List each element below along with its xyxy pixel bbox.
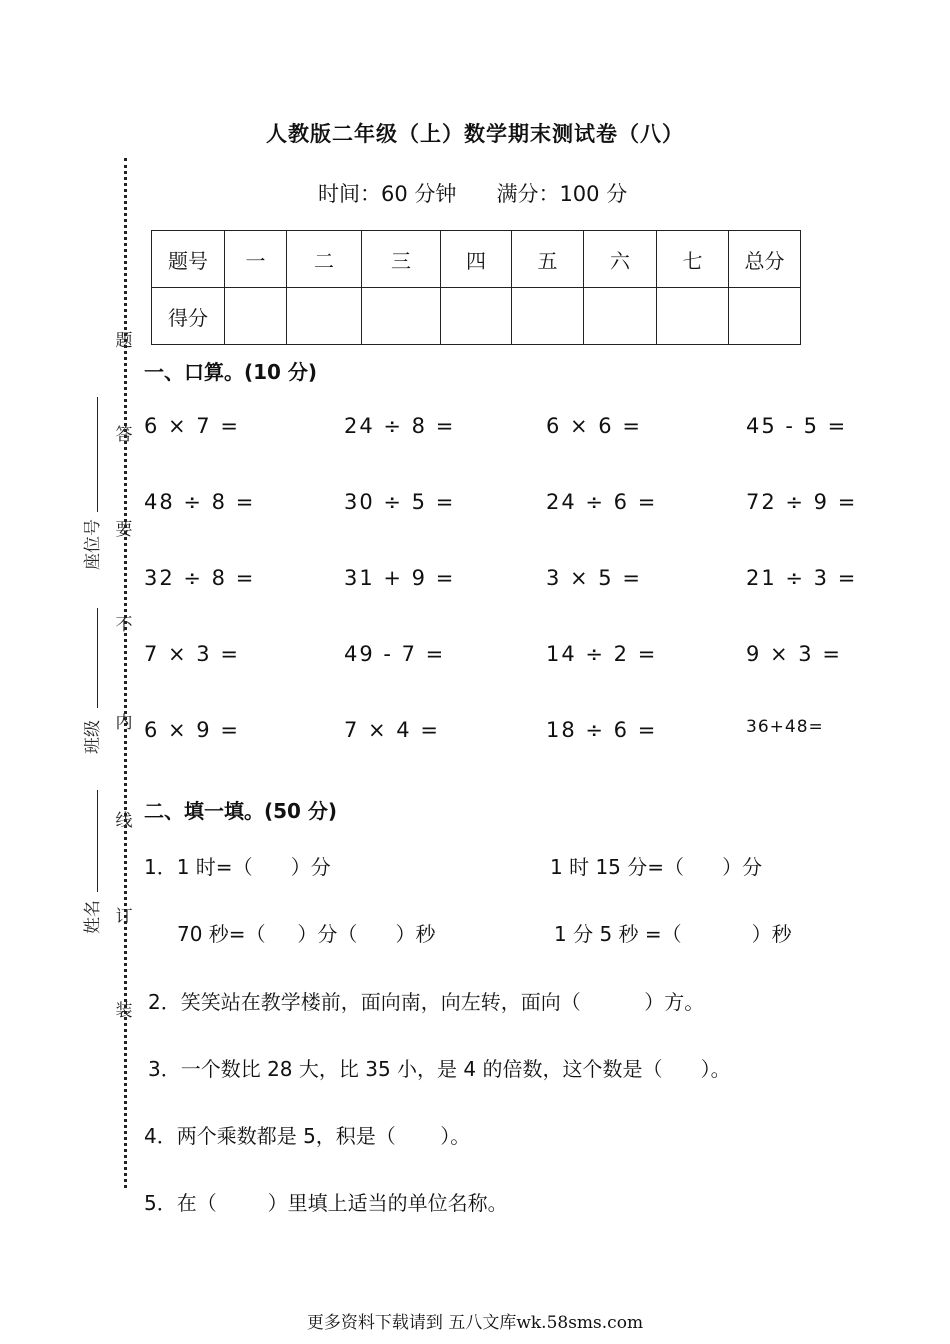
table-cell: 六 (584, 231, 657, 288)
margin-char: 订 (115, 907, 133, 927)
footer-watermark: 更多资料下载请到 五八文库wk.58sms.com (306, 1313, 644, 1333)
table-cell: 得分 (152, 288, 225, 345)
class-field[interactable] (97, 608, 98, 708)
margin-char: 答 (115, 425, 133, 445)
math-question: 45 - 5 = (746, 414, 848, 438)
score-cell[interactable] (584, 288, 657, 345)
math-question: 36+48= (746, 717, 824, 737)
seat-number-field[interactable] (97, 397, 98, 512)
math-question: 9 × 3 = (746, 642, 842, 666)
fill-question: 3．一个数比 28 大，比 35 小，是 4 的倍数，这个数是（ ）。 (148, 1057, 731, 1081)
math-question: 6 × 9 = (144, 718, 240, 742)
math-question: 7 × 4 = (344, 718, 440, 742)
math-question: 30 ÷ 5 = (344, 490, 456, 514)
score-cell[interactable] (225, 288, 287, 345)
score-cell[interactable] (512, 288, 584, 345)
math-question: 24 ÷ 6 = (546, 490, 658, 514)
fill-question: 1．1 时=（ ）分 (144, 855, 331, 879)
name-label: 姓名 (83, 900, 103, 934)
table-row (152, 288, 801, 345)
table-cell: 七 (657, 231, 729, 288)
page-title: 人教版二年级（上）数学期末测试卷（八） (266, 122, 684, 146)
math-question: 21 ÷ 3 = (746, 566, 858, 590)
binding-dotted-line (124, 158, 127, 1188)
margin-char: 线 (115, 811, 133, 831)
fill-question: 1 时 15 分=（ ）分 (550, 855, 763, 879)
table-cell: 四 (441, 231, 512, 288)
score-cell[interactable] (729, 288, 801, 345)
math-question: 31 + 9 = (344, 566, 456, 590)
math-question: 49 - 7 = (344, 642, 446, 666)
fill-question: 70 秒=（ ）分（ ）秒 (177, 922, 436, 946)
table-cell: 一 (225, 231, 287, 288)
name-field[interactable] (97, 790, 98, 892)
math-question: 14 ÷ 2 = (546, 642, 658, 666)
math-question: 6 × 7 = (144, 414, 240, 438)
table-cell: 总分 (729, 231, 801, 288)
seat-number-label: 座位号 (83, 519, 103, 570)
fill-question: 4．两个乘数都是 5，积是（ ）。 (144, 1124, 471, 1148)
math-question: 18 ÷ 6 = (546, 718, 658, 742)
score-cell[interactable] (657, 288, 729, 345)
section-heading: 一、口算。(10 分) (144, 360, 318, 384)
fill-question: 2．笑笑站在教学楼前，面向南，向左转，面向（ ）方。 (148, 990, 705, 1014)
table-row (152, 231, 801, 288)
margin-char: 不 (115, 615, 133, 635)
table-cell: 五 (512, 231, 584, 288)
score-cell[interactable] (362, 288, 441, 345)
math-question: 24 ÷ 8 = (344, 414, 456, 438)
exam-time-and-score: 时间：60 分钟 满分：100 分 (318, 182, 628, 206)
section-heading: 二、填一填。(50 分) (144, 799, 338, 823)
fill-question: 1 分 5 秒 =（ ）秒 (554, 922, 792, 946)
margin-char: 装 (115, 1001, 133, 1021)
table-cell: 题号 (152, 231, 225, 288)
margin-char: 内 (115, 713, 133, 733)
math-question: 6 × 6 = (546, 414, 642, 438)
math-question: 32 ÷ 8 = (144, 566, 256, 590)
score-cell[interactable] (441, 288, 512, 345)
math-question: 7 × 3 = (144, 642, 240, 666)
math-question: 3 × 5 = (546, 566, 642, 590)
table-cell: 二 (287, 231, 362, 288)
table-cell: 三 (362, 231, 441, 288)
margin-char: 要 (115, 520, 133, 540)
margin-char: 题 (115, 331, 133, 351)
class-label: 班级 (83, 720, 103, 754)
fill-question: 5．在（ ）里填上适当的单位名称。 (144, 1191, 508, 1215)
math-question: 72 ÷ 9 = (746, 490, 858, 514)
score-cell[interactable] (287, 288, 362, 345)
score-table (151, 230, 801, 345)
math-question: 48 ÷ 8 = (144, 490, 256, 514)
